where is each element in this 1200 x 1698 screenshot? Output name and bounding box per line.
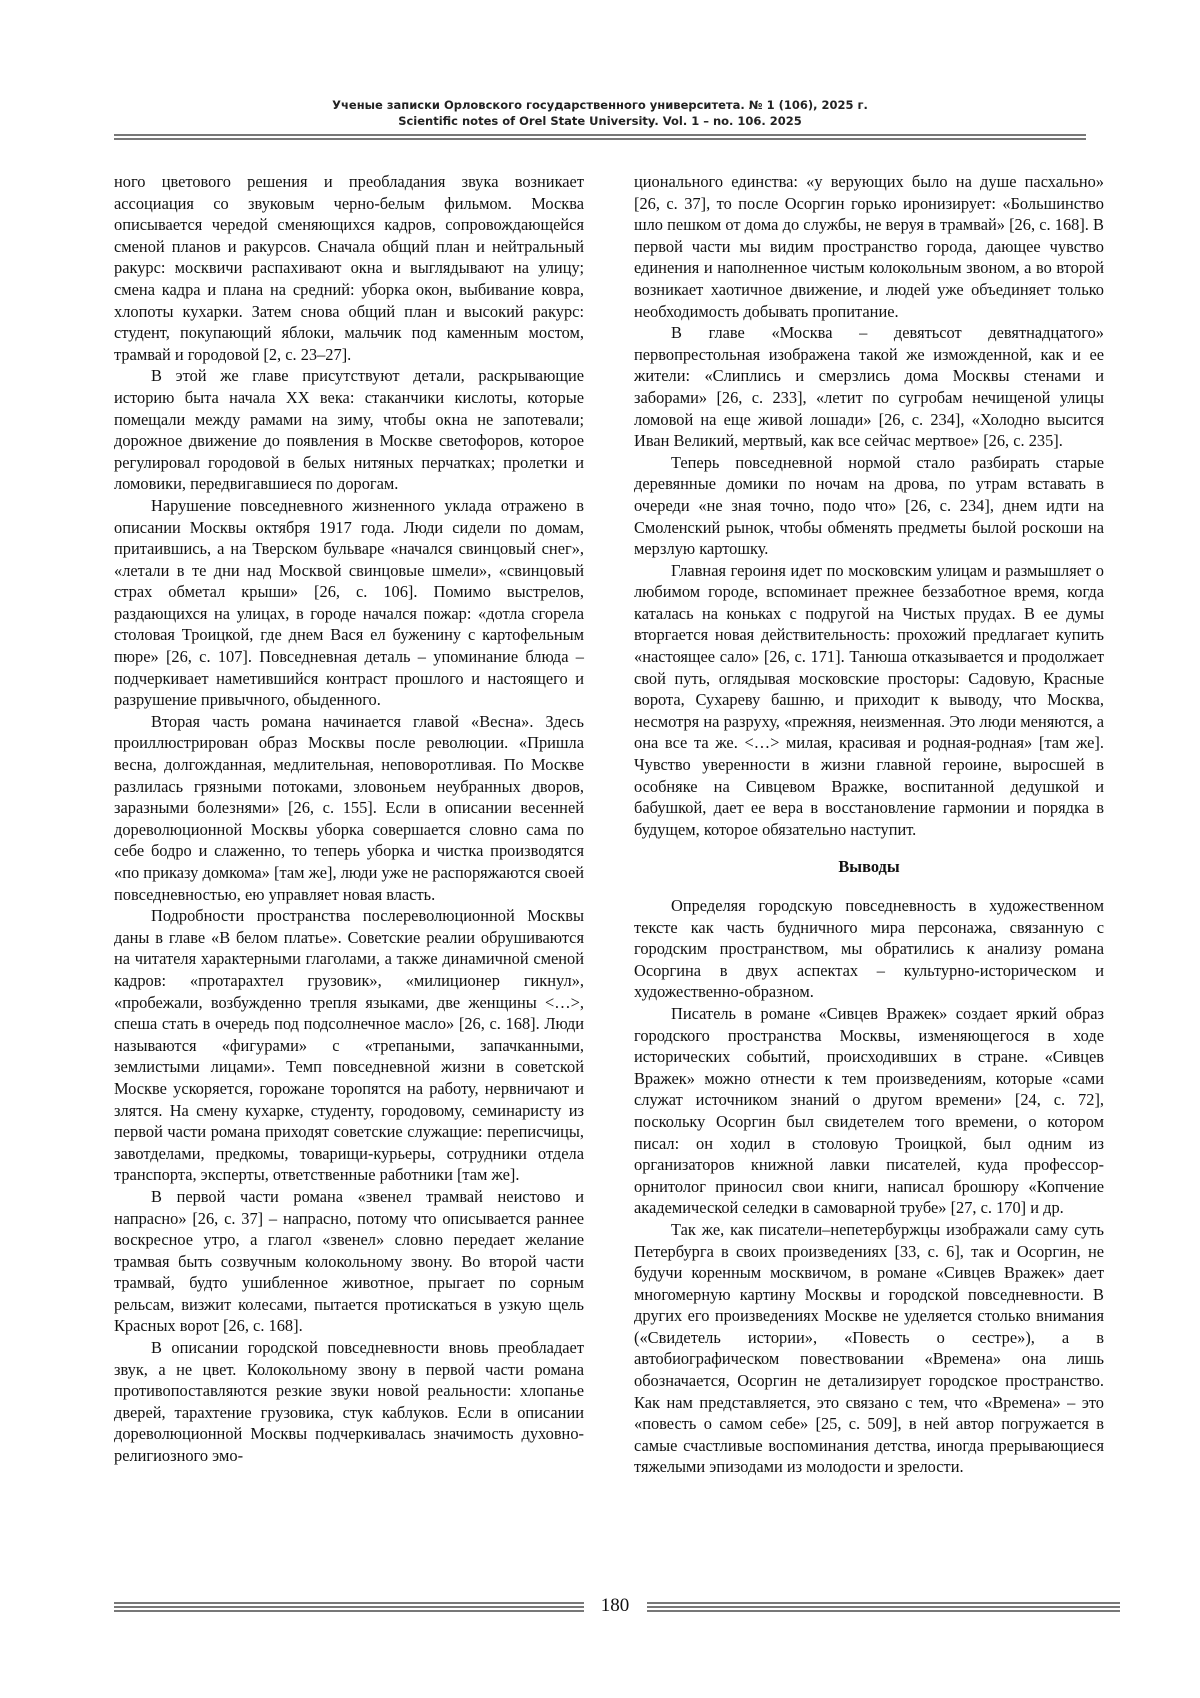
footer-rule-left: [114, 1602, 584, 1612]
paragraph: Нарушение повседневного жизненного уклада отражено в описании Москвы октября 1917 года. Люди сидели по домам, притаившись, а на Тверском бульваре «начался свинцовый снег», «летали в те дни над Москвой свинцовые шмели», «свинцовый страх обметал крыши» [26, с. 106]. Помимо выстрелов, раздающихся на улицах, в городе начался пожар: «дотла сгорела столовая Троицкой, где днем Вася ел буженину с картофельным пюре» [26, с. 107]. Повседневная деталь – упоминание блюда – подчеркивает наметившийся контраст прошлого и настоящего и разрушение привычного, обыденного.: [114, 495, 584, 710]
header-rule-bottom: [114, 138, 1086, 140]
paragraph: В главе «Москва – девятьсот девятнадцатого» первопрестольная изображена такой же изможденной, как и ее жители: «Слиплись и смерзлись дома Москвы стенами и заборами» [26, с. 233], «летит по сугробам нечищеной улицы ломовой на еще живой лошади» [26, с. 234], «Холодно высится Иван Великий, мертвый, как все сейчас мертвое» [26, с. 235].: [634, 323, 1104, 451]
header-rule-top: [114, 134, 1086, 136]
right-column: [634, 171, 1104, 1478]
journal-header-ru: Ученые записки Орловского государственного университета. № 1 (106), 2025 г.: [332, 98, 868, 112]
paragraph: Подробности пространства послереволюционной Москвы даны в главе «В белом платье». Советские реалии обрушиваются на читателя характерными глаголами, а также динамичной сменой кадров: «протарахтел грузовик», «милиционер гикнул», «пробежали, возбужденно трепля языками, две женщины <…>, спеша стать в очередь под подсолнечное масло» [26, с. 168]. Люди называются «фигурами» с «трепаными, запачканными, землистыми лицами». Темп повседневной жизни в советской Москве ускоряется, горожане торопятся на работу, нервничают и злятся. На смену кухарке, студенту, городовому, семинаристу из первой части романа приходят советские служащие: переписчицы, завотделами, предкомы, товарищи-курьеры, сотрудники отдела транспорта, эксперты, ответственные работники [там же].: [114, 906, 584, 1185]
left-column: [114, 171, 584, 1467]
page-number: 180: [600, 1595, 630, 1616]
journal-header: [114, 97, 1086, 129]
paragraph: Вторая часть романа начинается главой «Весна». Здесь проиллюстрирован образ Москвы после революции. «Пришла весна, долгожданная, медлительная, неповоротливая. По Москве разлилась грязными потоками, зловоньем неубранных дворов, заразными болезнями» [26, с. 155]. Если в описании весенней дореволюционной Москвы уборка совершается словно сама по себе бодро и слаженно, то теперь уборка и чистка производятся «по приказу домкома» [там же], люди уже не распоряжаются своей повседневностью, ею управляет новая власть.: [114, 711, 584, 904]
section-heading: Выводы: [838, 857, 900, 877]
paragraph: Определяя городскую повседневность в художественном тексте как часть будничного мира персонажа, связанную с городским пространством, мы обратились к анализу романа Осоргина в двух аспектах – культурно-историческом и художественно-образном.: [634, 896, 1104, 1002]
paragraph: ционального единства: «у верующих было на душе пасхально» [26, с. 37], то после Осоргин горько иронизирует: «Большинство шло пешком от дома до службы, не веруя в трамвай» [26, с. 168]. В первой части мы видим пространство города, дающее чувство единения и наполненное чистым колокольным звоном, а во второй возникает хаотичное движение, и людей уже объединяет только необходимость добывать пропитание.: [634, 172, 1104, 321]
paragraph: Главная героиня идет по московским улицам и размышляет о любимом городе, вспоминает прежнее беззаботное время, когда каталась на коньках с подругой на Чистых прудах. В ее думы вторгается новая действительность: прохожий предлагает купить «настоящее сало» [26, с. 171]. Танюша отказывается и продолжает свой путь, оглядывая московские просторы: Садовую, Красные ворота, Сухареву башню, и приходит к выводу, что Москва, несмотря на разруху, «прежняя, неизменная. Это люди меняются, а она все та же. <…> милая, красивая и родная-родная» [там же]. Чувство уверенности в жизни главной героине, выросшей в особняке на Сивцевом Вражке, воспитанной дедушкой и бабушкой, дает ее вера в восстановление гармонии и порядка в будущем, которое обязательно наступит.: [634, 560, 1104, 839]
footer-rule-right: [647, 1602, 1120, 1612]
paragraph: Писатель в романе «Сивцев Вражек» создает яркий образ городского пространства Москвы, изменяющегося в ходе исторических событий, происходивших в стране. «Сивцев Вражек» можно отнести к тем произведениям, которые «сами служат источником знаний о другом времени» [24, с. 72], поскольку Осоргин был свидетелем того времени, о котором писал: он ходил в столовую Троицкой, был одним из организаторов книжной лавки писателей, куда профессор-орнитолог приносил свои книги, написал брошюру «Копчение академической селедки в самоварной трубе» [27, с. 170] и др.: [634, 1003, 1104, 1218]
paragraph: Так же, как писатели–непетербуржцы изображали саму суть Петербурга в своих произведениях [33, с. 6], так и Осоргин, не будучи коренным москвичом, в романе «Сивцев Вражек» дает многомерную картину Москвы и городской повседневности. В других его произведениях Москве не уделяется столько внимания («Свидетель истории», «Повесть о сестре»), а в автобиографическом повествовании «Времена» она лишь обозначается, Осоргин не детализирует городское пространство. Как нам представляется, это связано с тем, что «Времена» – это «повесть о самом себе» [25, с. 509], в ней автор погружается в самые счастливые воспоминания детства, иногда прерывающиеся тяжелыми эпизодами из молодости и зрелости.: [634, 1219, 1104, 1477]
paragraph: Теперь повседневной нормой стало разбирать старые деревянные домики по ночам на дрова, по утрам вставать в очереди «не зная точно, подо что» [26, с. 234], днем идти на Смоленский рынок, чтобы обменять предметы былой роскоши на мерзлую картошку.: [634, 452, 1104, 559]
paragraph: В первой части романа «звенел трамвай неистово и напрасно» [26, с. 37] – напрасно, потому что описывается раннее воскресное утро, а глагол «звенел» словно передает желание трамвая быть созвучным колокольному звону. Во второй части трамвай, будто ушибленное животное, прыгает по сорным рельсам, визжит колесами, пытается протискаться в узкую щель Красных ворот [26, с. 168].: [114, 1186, 584, 1336]
paragraph: ного цветового решения и преобладания звука возникает ассоциация со звуковым черно-белым фильмом. Москва описывается чередой сменяющихся кадров, сопровождающейся сменой планов и ракурсов. Сначала общий план и нейтральный ракурс: москвичи распахивают окна и выглядывают на улицу; смена кадра и плана на средний: уборка окон, выбивание ковра, хлопоты кухарки. Затем снова общий план и высокий ракурс: студент, покупающий яблоки, мальчик под каменным мостом, трамвай и городовой [2, с. 23–27].: [114, 172, 584, 364]
paragraph: В этой же главе присутствуют детали, раскрывающие историю быта начала XX века: стаканчики кислоты, которые помещали между рамами на зиму, чтобы окна не запотевали; дорожное движение до появления в Москве светофоров, которое регулировал городовой в белых нитяных перчатках; пролетки и ломовики, передвигавшиеся по дорогам.: [114, 366, 584, 494]
journal-header-en: Scientific notes of Orel State University. Vol. 1 – no. 106. 2025: [398, 114, 802, 128]
paragraph: В описании городской повседневности вновь преобладает звук, а не цвет. Колокольному звону в первой части романа противопоставляются резкие звуки новой реальности: хлопанье дверей, тарахтение грузовика, стук каблуков. Если в описании дореволюционной Москвы подчеркивалась значимость духовно-религиозного эмо-: [114, 1338, 584, 1466]
